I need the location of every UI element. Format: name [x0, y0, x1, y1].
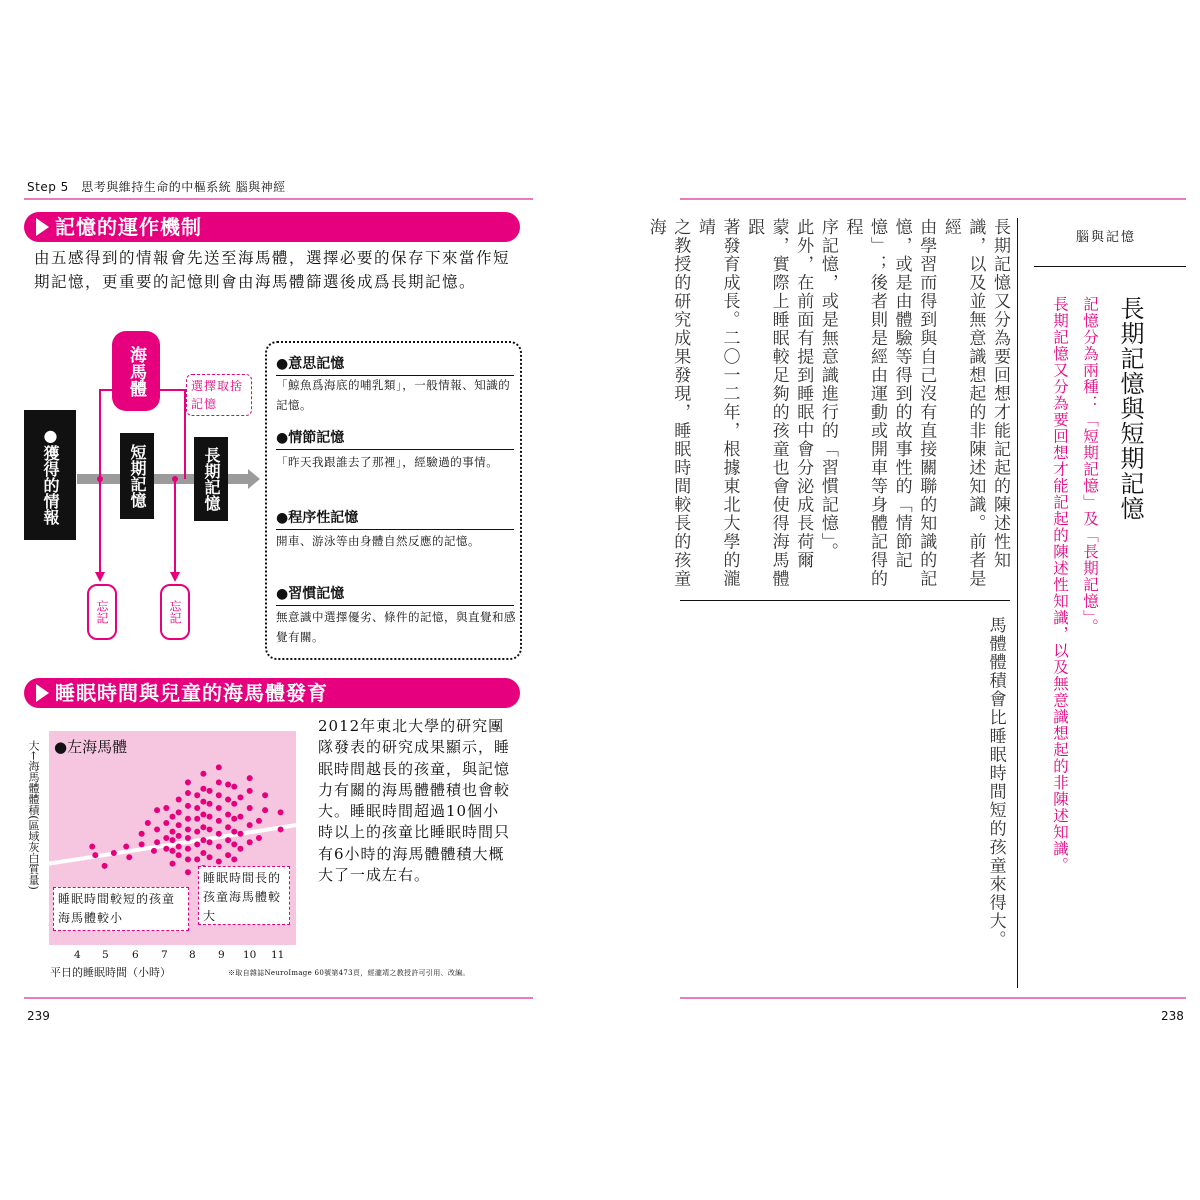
data-point	[200, 771, 206, 777]
data-point	[225, 852, 231, 858]
data-point	[170, 837, 176, 843]
chart-title: ●左海馬體	[54, 738, 128, 756]
play-triangle-icon	[36, 684, 49, 702]
text-line: 長期記憶又分為要回想才能記起的陳述性知	[990, 218, 1010, 570]
data-point	[154, 839, 160, 845]
footer-rule-right	[680, 997, 1186, 999]
data-point	[216, 844, 222, 850]
data-point	[185, 816, 191, 822]
data-point	[256, 835, 262, 841]
data-point	[170, 861, 176, 867]
hippocampus-box: 海馬體	[112, 331, 160, 411]
page-header: Step 5 思考與維持生命的中樞系統 腦與神經	[27, 180, 286, 194]
text-line: 此外，在前面有提到睡眠中會分泌成長荷爾	[793, 218, 814, 570]
data-point	[185, 790, 191, 796]
section-title-text: 記憶的運作機制	[55, 215, 202, 239]
data-point	[231, 801, 237, 807]
data-point	[139, 841, 145, 847]
section-title-sleep	[24, 678, 520, 708]
data-point	[278, 809, 284, 815]
text-line: 序記憶，或是無意識進行的「習慣記憶」。	[817, 218, 838, 561]
data-point	[216, 764, 222, 770]
x-tick: 7	[161, 949, 168, 961]
memory-type-title: ●程序性記憶	[276, 507, 514, 530]
x-tick: 9	[218, 949, 225, 961]
callout-long-sleep: 睡眠時間長的孩童海馬體較大	[198, 866, 290, 925]
data-point	[102, 863, 108, 869]
data-point	[216, 818, 222, 824]
long-term-memory-box: 長期記憶	[194, 437, 228, 521]
data-point	[278, 826, 284, 832]
data-point	[207, 854, 213, 860]
data-point	[170, 848, 176, 854]
data-point	[262, 792, 268, 798]
data-point	[207, 826, 213, 832]
data-point	[207, 839, 213, 845]
data-point	[207, 814, 213, 820]
data-point	[89, 844, 95, 850]
memory-type-desc: 「鯨魚爲海底的哺乳類」，一般情報、知識的記憶。	[276, 378, 511, 412]
x-tick: 11	[271, 949, 285, 961]
data-point	[262, 807, 268, 813]
data-point	[200, 824, 206, 830]
section-title-memory	[24, 212, 520, 242]
data-point	[194, 805, 200, 811]
data-point	[247, 788, 253, 794]
data-point	[163, 846, 169, 852]
data-point	[200, 850, 206, 856]
column-divider	[680, 600, 1010, 601]
data-point	[163, 835, 169, 841]
data-point	[185, 856, 191, 862]
text-line: 憶，或是由體驗等得到的故事性的「情節記	[891, 218, 912, 570]
source-note: ※取自雜誌NeuroImage 60號第473頁，經瀧靖之教授許可引用、改編。	[228, 969, 470, 977]
data-point	[194, 841, 200, 847]
forget-arrowhead-1	[95, 572, 105, 582]
data-point	[145, 820, 151, 826]
data-point	[185, 826, 191, 832]
data-point	[247, 775, 253, 781]
data-point	[111, 850, 117, 856]
body-text-upper	[645, 218, 1012, 590]
data-point	[225, 782, 231, 788]
flow-arrow-3	[225, 474, 250, 484]
data-point	[194, 816, 200, 822]
data-point	[231, 784, 237, 790]
data-point	[237, 846, 243, 852]
data-point	[139, 831, 145, 837]
data-point	[216, 831, 222, 837]
memory-type-title: ●意思記憶	[276, 353, 514, 376]
data-point	[200, 837, 206, 843]
forget-arrowhead-2	[170, 572, 180, 582]
memory-type-desc: 「昨天我跟誰去了那裡」，經驗過的事情。	[276, 455, 499, 469]
data-point	[176, 833, 182, 839]
data-point	[154, 807, 160, 813]
data-point	[92, 852, 98, 858]
data-point	[185, 846, 191, 852]
select-memory-note: 選擇取捨記憶	[186, 374, 252, 416]
data-point	[200, 786, 206, 792]
data-point	[225, 796, 231, 802]
data-point	[207, 801, 213, 807]
subtitle-2: 長期記憶又分為要回想才能記起的陳述性知識，以及無意識想起的非陳述知識。	[1051, 296, 1069, 874]
data-point	[200, 799, 206, 805]
subtitle-1: 記憶分為兩種：「短期記憶」及「長期記憶」。	[1081, 296, 1099, 635]
data-point	[231, 856, 237, 862]
data-point	[231, 816, 237, 822]
data-point	[247, 805, 253, 811]
data-point	[225, 824, 231, 830]
data-point	[237, 814, 243, 820]
data-point	[176, 822, 182, 828]
data-point	[194, 829, 200, 835]
data-point	[225, 837, 231, 843]
short-term-memory-box: 短期記憶	[120, 433, 154, 519]
data-point	[126, 854, 132, 860]
chapter-label: 腦與記憶	[1076, 230, 1137, 245]
data-point	[194, 792, 200, 798]
data-point	[123, 844, 129, 850]
main-title: 長期記憶與短期記憶	[1116, 296, 1144, 521]
memory-type-title: ●情節記憶	[276, 427, 514, 450]
data-point	[170, 829, 176, 835]
data-point	[163, 805, 169, 811]
data-point	[200, 811, 206, 817]
header-rule	[24, 198, 533, 200]
data-point	[216, 805, 222, 811]
data-point	[207, 788, 213, 794]
data-point	[247, 839, 253, 845]
section-title-text: 睡眠時間與兒童的海馬體發育	[55, 681, 328, 705]
memory-type-title: ●習慣記憶	[276, 583, 514, 606]
x-tick: 10	[243, 949, 257, 961]
page-number-right: 238	[1161, 1009, 1184, 1023]
intro-paragraph: 由五感得到的情報會先送至海馬體，選擇必要的保存下來當作短期記憶，更重要的記憶則會由海馬體篩選後成爲長期記憶。	[34, 249, 511, 291]
forget-box-1: 忘記	[87, 584, 117, 640]
data-point	[231, 829, 237, 835]
x-tick: 5	[102, 949, 109, 961]
input-info-box: ●獲得的情報	[24, 410, 76, 540]
text-line: 識，以及並無意識想起的非陳述知識。前者是經	[940, 218, 986, 588]
data-point	[216, 859, 222, 865]
data-point	[247, 822, 253, 828]
label-underline	[1034, 266, 1186, 267]
text-line: 憶」；後者則是經由運動或開車等身體記得的程	[842, 218, 888, 588]
data-point	[176, 852, 182, 858]
data-point	[170, 814, 176, 820]
data-point	[237, 831, 243, 837]
x-tick: 6	[132, 949, 139, 961]
x-axis-label: 平日的睡眠時間（小時）	[50, 966, 171, 979]
x-tick: 8	[189, 949, 196, 961]
memory-type-desc: 無意識中選擇優劣、條件的記憶，與直覺和感覺有關。	[276, 610, 516, 644]
text-line: 之教授的研究成果發現，睡眠時間較長的孩童海	[645, 218, 691, 588]
forget-box-2: 忘記	[160, 584, 190, 640]
data-point	[154, 826, 160, 832]
data-point	[256, 818, 262, 824]
body-text-lower: 馬體體積會比睡眠時間短的孩童來得大。	[985, 616, 1006, 949]
footer-rule	[24, 997, 533, 999]
play-triangle-icon	[36, 218, 49, 236]
callout-short-sleep: 睡眠時間較短的孩童海馬體較小	[53, 887, 189, 931]
flow-arrowhead-3	[248, 469, 260, 489]
data-point	[176, 796, 182, 802]
sleep-study-paragraph: 2012年東北大學的研究團隊發表的研究成果顯示，睡眠時間越長的孩童，與記憶力有關的海馬體體積也會較大。睡眠時間超過10個小時以上的孩童比睡眠時間只有6小時的海馬體體積大概大了一成左右。	[318, 717, 511, 885]
data-point	[216, 792, 222, 798]
data-point	[216, 779, 222, 785]
data-point	[194, 856, 200, 862]
title-divider	[1017, 218, 1018, 988]
data-point	[225, 811, 231, 817]
data-point	[176, 809, 182, 815]
data-point	[185, 835, 191, 841]
memory-type-desc: 開車、游泳等由身體自然反應的記憶。	[276, 534, 480, 548]
data-point	[185, 869, 191, 875]
text-line: 蒙，實際上睡眠較足夠的孩童也會使得海馬體跟	[744, 218, 789, 588]
data-point	[237, 794, 243, 800]
data-point	[185, 779, 191, 785]
x-tick: 4	[74, 949, 81, 961]
header-rule-right	[680, 198, 1186, 200]
data-point	[176, 844, 182, 850]
data-point	[163, 820, 169, 826]
data-point	[185, 803, 191, 809]
text-line: 著發育成長。二〇一二年，根據東北大學的瀧靖	[694, 218, 740, 588]
data-point	[151, 848, 157, 854]
page-number-left: 239	[27, 1009, 50, 1023]
y-axis-label: 大←海馬體體積(區域灰白質量)	[27, 740, 40, 890]
text-line: 由學習而得到與自己沒有直接關聯的知識的記	[916, 218, 937, 588]
data-point	[231, 841, 237, 847]
